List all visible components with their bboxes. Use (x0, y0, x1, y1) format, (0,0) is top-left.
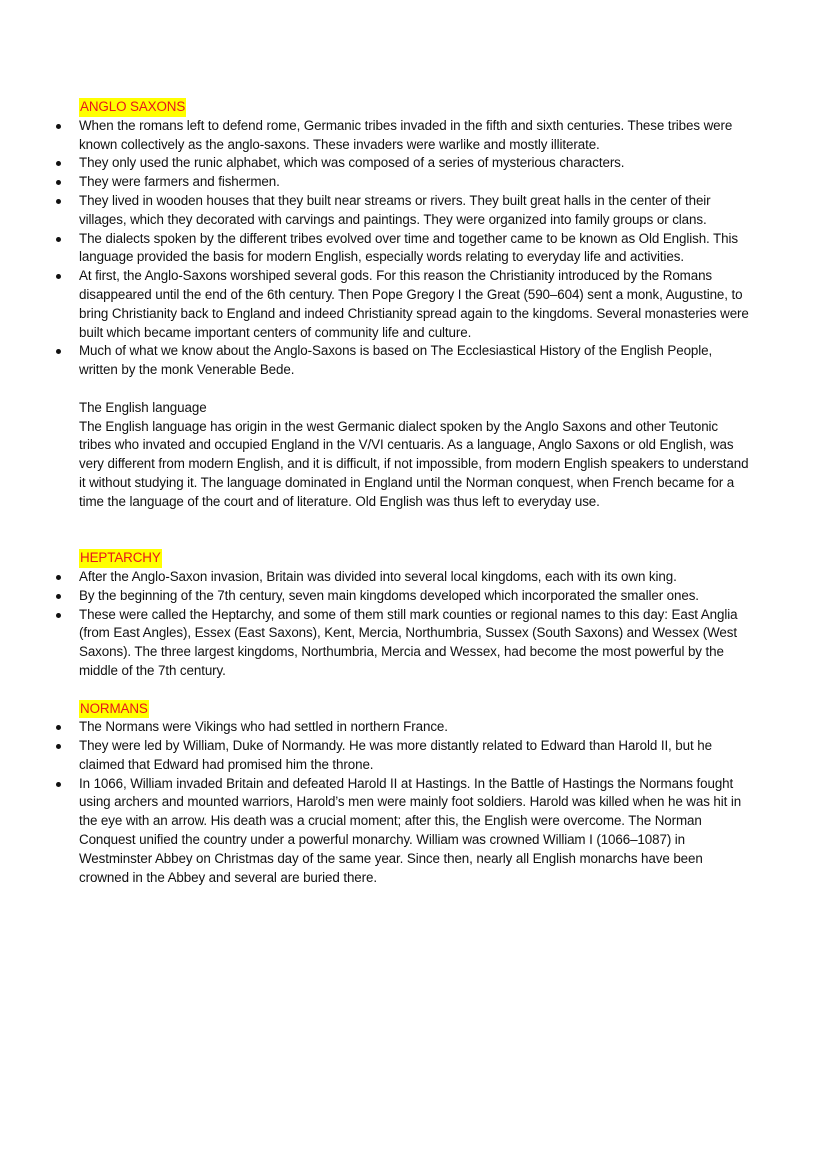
list-item (79, 587, 749, 606)
bullet-icon (56, 237, 61, 242)
section-normans (79, 700, 749, 888)
list-item (79, 192, 749, 230)
anglo-saxons-bullet-list (79, 117, 749, 380)
bullet-icon (56, 594, 61, 599)
bullet-icon (56, 124, 61, 129)
spacer (79, 380, 749, 399)
bullet-icon (56, 782, 61, 787)
list-item-text: By the beginning of the 7th century, seven main kingdoms developed which incorporated the smaller ones. (79, 587, 699, 603)
section-heading-normans: NORMANS (79, 700, 149, 719)
list-item-text: When the romans left to defend rome, Germanic tribes invaded in the fifth and sixth centuries. These tribes were known collectively as the anglo-saxons. These invaders were warlike and mostly illiterate. (79, 117, 733, 152)
list-item (79, 230, 749, 268)
list-item (79, 154, 749, 173)
bullet-icon (56, 161, 61, 166)
bullet-icon (56, 349, 61, 354)
list-item (79, 173, 749, 192)
list-item-text: They were farmers and fishermen. (79, 174, 280, 190)
list-item-text: At first, the Anglo-Saxons worshiped several gods. For this reason the Christianity introduced by the Romans disappeared until the end of the 6th century. Then Pope Gregory I the Great (590–604) sent a monk, Augustine, to bring Christianity back to England and indeed Christianity spread again to the kingdoms. Several monasteries were built which became important centers of community life and culture. (79, 268, 749, 340)
list-item-text: They were led by William, Duke of Normandy. He was more distantly related to Edward than Harold II, but he claimed that Edward had promised him the throne. (79, 738, 712, 772)
bullet-icon (56, 199, 61, 204)
list-item (79, 606, 749, 681)
section-heptarchy (79, 549, 749, 681)
section-anglo-saxons (79, 98, 749, 380)
section-english-language (79, 399, 749, 512)
list-item (79, 718, 749, 737)
document-content (79, 98, 749, 887)
bullet-icon (56, 613, 61, 618)
section-heading-heptarchy: HEPTARCHY (79, 549, 162, 568)
bullet-icon (56, 725, 61, 730)
section-heading-anglo-saxons: ANGLO SAXONS (79, 98, 186, 117)
english-language-paragraph: The English language has origin in the west Germanic dialect spoken by the Anglo Saxons and other Teutonic tribes who invated and occupied England in the V/VI centuaris. As a language, Anglo Saxons or old English, was very different from modern English, and it is difficult, if not impossible, from modern English speakers to understand it without studying it. The language dominated in England until the Norman conquest, when French became for a time the language of the court and of literature. Old English was thus left to everyday use. (79, 418, 749, 509)
list-item (79, 342, 749, 380)
list-item-text: The Normans were Vikings who had settled in northern France. (79, 719, 448, 735)
normans-bullet-list (79, 718, 749, 887)
list-item-text: After the Anglo-Saxon invasion, Britain was divided into several local kingdoms, each with its own king. (79, 568, 677, 584)
english-language-title: The English language (79, 399, 207, 415)
list-item-text: The dialects spoken by the different tribes evolved over time and together came to be known as Old English. This language provided the basis for modern English, especially words relating to everyday life and activities. (79, 230, 738, 265)
list-item (79, 737, 749, 775)
list-item (79, 568, 749, 587)
bullet-icon (56, 575, 61, 580)
list-item-text: These were called the Heptarchy, and some of them still mark counties or regional names to this day: East Anglia (from East Angles), Essex (East Saxons), Kent, Mercia, Northumbria, Sussex (South Saxons) and Wessex (West Saxons). The three largest kingdoms, Northumbria, Mercia and Wessex, had become the most powerful by the middle of the 7th century. (79, 606, 738, 678)
list-item (79, 775, 749, 888)
list-item (79, 267, 749, 342)
bullet-icon (56, 274, 61, 279)
heptarchy-bullet-list (79, 568, 749, 681)
spacer (79, 512, 749, 550)
bullet-icon (56, 180, 61, 185)
spacer (79, 681, 749, 700)
list-item-text: They only used the runic alphabet, which was composed of a series of mysterious characters. (79, 155, 625, 171)
list-item (79, 117, 749, 155)
list-item-text: In 1066, William invaded Britain and defeated Harold II at Hastings. In the Battle of Hastings the Normans fought using archers and mounted warriors, Harold’s men were mainly foot soldiers. Harold was killed when he was hit in the eye with an arrow. His death was a crucial moment; after this, the English were overcome. The Norman Conquest unified the country under a powerful monarchy. William was crowned William I (1066–1087) in Westminster Abbey on Christmas day of the same year. Since then, nearly all English monarchs have been crowned in the Abbey and several are buried there. (79, 775, 742, 885)
bullet-icon (56, 744, 61, 749)
list-item-text: Much of what we know about the Anglo-Saxons is based on The Ecclesiastical History of the English People, written by the monk Venerable Bede. (79, 343, 713, 378)
list-item-text: They lived in wooden houses that they built near streams or rivers. They built great halls in the center of their villages, which they decorated with carvings and paintings. They were organized into family groups or clans. (79, 192, 711, 227)
